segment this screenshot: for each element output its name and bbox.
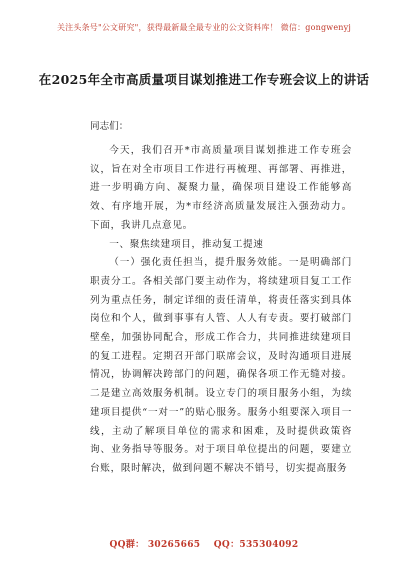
bottom-banner (0, 537, 408, 550)
top-banner: 关注头条号"公文研究"，获得最新最全最专业的公文资料库！ 微信：gongwenyj (56, 23, 352, 32)
salutation: 同志们： (90, 121, 129, 132)
document-title: 在2025年全市高质量项目谋划推进工作专班会议上的讲话 (38, 72, 370, 87)
body-paragraph: （一）强化责任担当，提升服务效能。一是明确部门职责分工。各相关部门要主动作为，将续建项目复工工作列为重点任务，制定详细的责任清单，将责任落实到具体岗位和个人，做到事事有人管、人人有专责。要打破部门壁垒，加强协同配合，形成工作合力，共同推进续建项目的复工进程。定期召开部门联席会议，及时沟通项目进展情况，协调解决跨部门的问题，确保各项工作无缝对接。二是建立高效服务机制。设立专门的项目服务小组，为续建项目提供“一对一”的贴心服务。服务小组要深入项目一线，主动了解项目单位的需求和困难，及时提供政策咨询、业务指导等服务。对于项目单位提出的问题，要建立台账，限时解决，做到问题不解决不销号，切实提高服务 (90, 257, 352, 474)
qq-number-text: QQ：535304092 (213, 540, 299, 550)
intro-paragraph: 今天，我们召开*市高质量项目谋划推进工作专班会议，旨在对全市项目工作进行再梳理、再部署、再推进，进一步明确方向、凝聚力量，确保项目建设工作能够高效、有序地开展，为*市经济高质量发展注入强劲动力。下面，我讲几点意见。 (90, 145, 352, 231)
section-heading: 一、聚焦续建项目，推动复工提速 (109, 238, 264, 250)
qq-group-text: QQ群： 30265665 (109, 540, 201, 550)
document-body (90, 118, 352, 479)
